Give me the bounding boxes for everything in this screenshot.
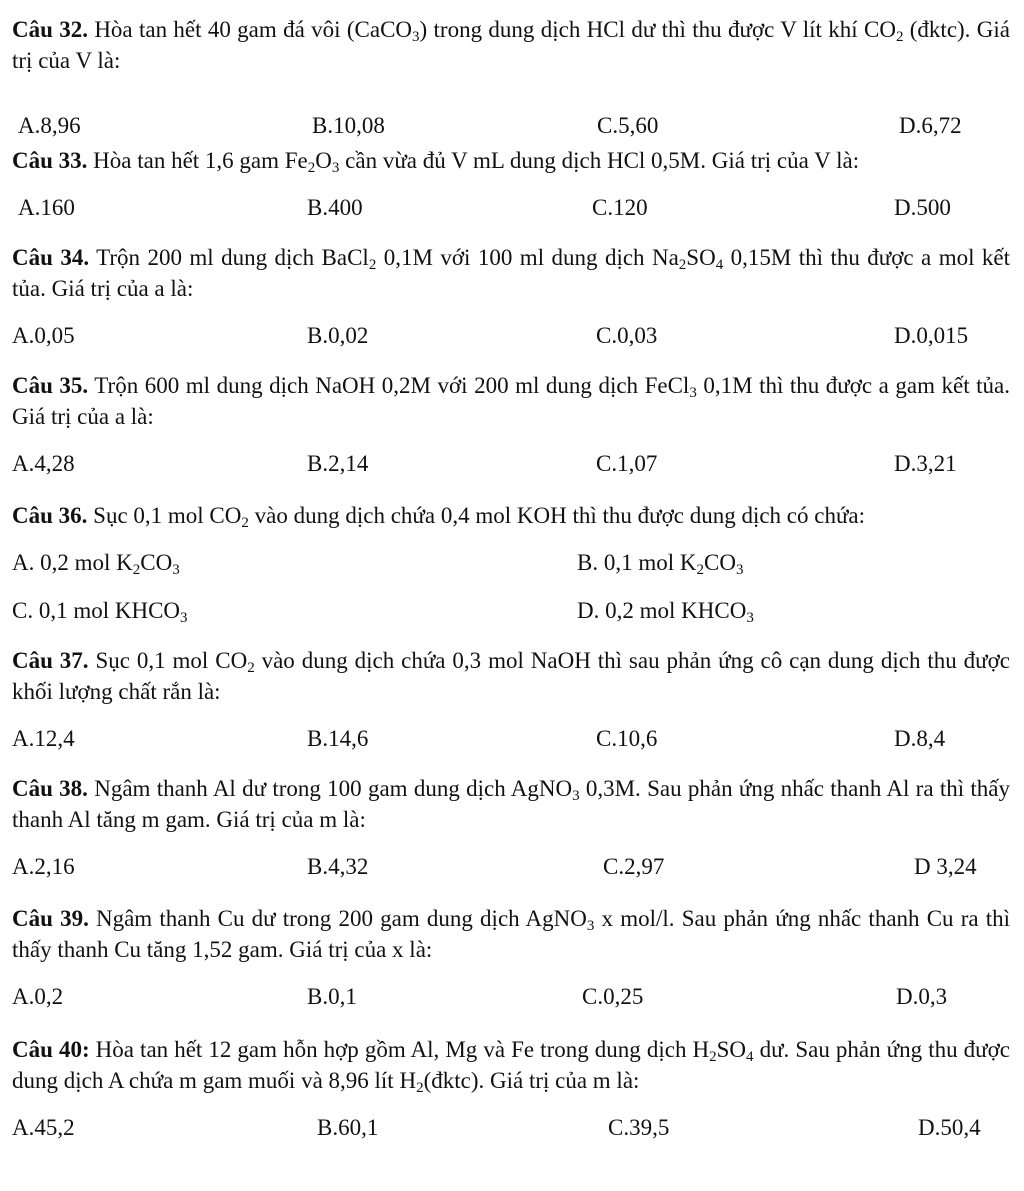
answer-options: [12, 547, 1010, 578]
option-c[interactable]: C.39,5: [608, 1115, 670, 1140]
answer-options: [12, 723, 1010, 754]
option-c[interactable]: C.1,07: [596, 451, 658, 476]
question-34: [12, 242, 1010, 351]
question-35: [12, 370, 1010, 479]
question-38: [12, 773, 1010, 882]
question-32: [12, 14, 1010, 141]
answer-options: [12, 320, 1010, 351]
option-a[interactable]: A.0,2: [12, 984, 64, 1009]
question-39: [12, 903, 1010, 1012]
question-number: Câu 33.: [12, 148, 88, 173]
question-number: Câu 38.: [12, 776, 88, 801]
option-d[interactable]: D.8,4: [894, 726, 946, 751]
question-text: Câu 33. Hòa tan hết 1,6 gam $Fe_2O_3$ cần vừa đủ V mL dung dịch HCl 0,5M. Giá trị của V là:: [12, 148, 860, 176]
question-number: Câu 35.: [12, 373, 89, 398]
question-text: Câu 36. Sục 0,1 mol $CO_2$ vào dung dịch chứa 0,4 mol KOH thì thu được dung dịch có chứa:: [12, 503, 866, 531]
option-b[interactable]: B.0,1: [307, 984, 357, 1009]
option-b[interactable]: B.4,32: [307, 854, 369, 879]
option-d[interactable]: D.0,3: [896, 984, 948, 1009]
question-text: Câu 35. Trộn 600 ml dung dịch NaOH 0,2M với 200 ml dung dịch FeCl$_3$ 0,1M thì thu được a gam kết tủa. Giá trị của a là:: [12, 373, 1010, 429]
option-c[interactable]: C.5,60: [597, 113, 659, 138]
option-b[interactable]: B.10,08: [312, 113, 385, 138]
option-d[interactable]: D 3,24: [914, 854, 977, 879]
answer-options: [12, 1112, 1010, 1143]
option-d[interactable]: D.500: [894, 195, 951, 220]
option-b[interactable]: B.60,1: [317, 1115, 379, 1140]
question-36: [12, 500, 1010, 626]
option-d[interactable]: D. 0,2 mol $KHCO_3$: [577, 598, 754, 626]
answer-options: [12, 981, 1010, 1012]
question-text: Câu 32. Hòa tan hết 40 gam đá vôi (CaCO$_3$) trong dung dịch HCl dư thì thu được V lít khí $CO_2$ (đktc). Giá trị của V là:: [12, 17, 1010, 73]
question-number: Câu 40:: [12, 1037, 90, 1062]
answer-options: [12, 448, 1010, 479]
question-text: Câu 39. Ngâm thanh Cu dư trong 200 gam dung dịch AgNO$_3$ x mol/l. Sau phản ứng nhấc thanh Cu ra thì thấy thanh Cu tăng 1,52 gam. Giá trị của x là:: [12, 906, 1011, 962]
option-c[interactable]: C.10,6: [596, 726, 658, 751]
option-d[interactable]: D.0,015: [894, 323, 969, 348]
option-b[interactable]: B.0,02: [307, 323, 369, 348]
question-number: Câu 34.: [12, 245, 90, 270]
option-d[interactable]: D.50,4: [918, 1115, 981, 1140]
option-a[interactable]: A.160: [18, 195, 75, 220]
answer-options: [12, 851, 1010, 882]
option-d[interactable]: D.6,72: [899, 113, 962, 138]
option-a[interactable]: A.0,05: [12, 323, 75, 348]
option-c[interactable]: C.0,03: [596, 323, 658, 348]
answer-options: [12, 595, 1010, 626]
question-number: Câu 37.: [12, 648, 89, 673]
option-d[interactable]: D.3,21: [894, 451, 957, 476]
question-number: Câu 36.: [12, 503, 88, 528]
question-33: [12, 145, 1010, 223]
option-a[interactable]: A.12,4: [12, 726, 75, 751]
question-40: [12, 1034, 1010, 1143]
option-a[interactable]: A.4,28: [12, 451, 75, 476]
option-a[interactable]: A.45,2: [12, 1115, 75, 1140]
question-text: Câu 40: Hòa tan hết 12 gam hỗn hợp gồm Al, Mg và Fe trong dung dịch $H_2SO_4$ dư. Sau phản ứng thu được dung dịch A chứa m gam muối và 8,96 lít $H_2(đktc)$. Giá trị của m là:: [12, 1037, 1010, 1096]
option-a[interactable]: A.2,16: [12, 854, 75, 879]
option-c[interactable]: C. 0,1 mol $KHCO_3$: [12, 598, 188, 626]
question-37: [12, 645, 1010, 754]
option-b[interactable]: B.14,6: [307, 726, 369, 751]
option-a[interactable]: A.8,96: [18, 113, 81, 138]
question-text: Câu 37. Sục 0,1 mol $CO_2$ vào dung dịch chứa 0,3 mol NaOH thì sau phản ứng cô cạn dung dịch thu được khối lượng chất rắn là:: [12, 648, 1010, 704]
option-b[interactable]: B. 0,1 mol $K_2CO_3$: [577, 550, 744, 578]
option-c[interactable]: C.2,97: [603, 854, 665, 879]
question-number: Câu 39.: [12, 906, 89, 931]
option-c[interactable]: C.120: [592, 195, 648, 220]
question-text: Câu 38. Ngâm thanh Al dư trong 100 gam dung dịch AgNO$_3$ 0,3M. Sau phản ứng nhấc thanh Al ra thì thấy thanh Al tăng m gam. Giá trị của m là:: [12, 776, 1010, 832]
option-b[interactable]: B.400: [307, 195, 363, 220]
answer-options: [12, 110, 1010, 141]
question-text: Câu 34. Trộn 200 ml dung dịch BaCl$_2$ 0,1M với 100 ml dung dịch $Na_2SO_4$ 0,15M thì thu được a mol kết tủa. Giá trị của a là:: [12, 245, 1011, 301]
option-a[interactable]: A. 0,2 mol $K_2CO_3$: [12, 550, 180, 578]
option-b[interactable]: B.2,14: [307, 451, 369, 476]
answer-options: [12, 192, 1010, 223]
question-number: Câu 32.: [12, 17, 88, 42]
option-c[interactable]: C.0,25: [582, 984, 644, 1009]
